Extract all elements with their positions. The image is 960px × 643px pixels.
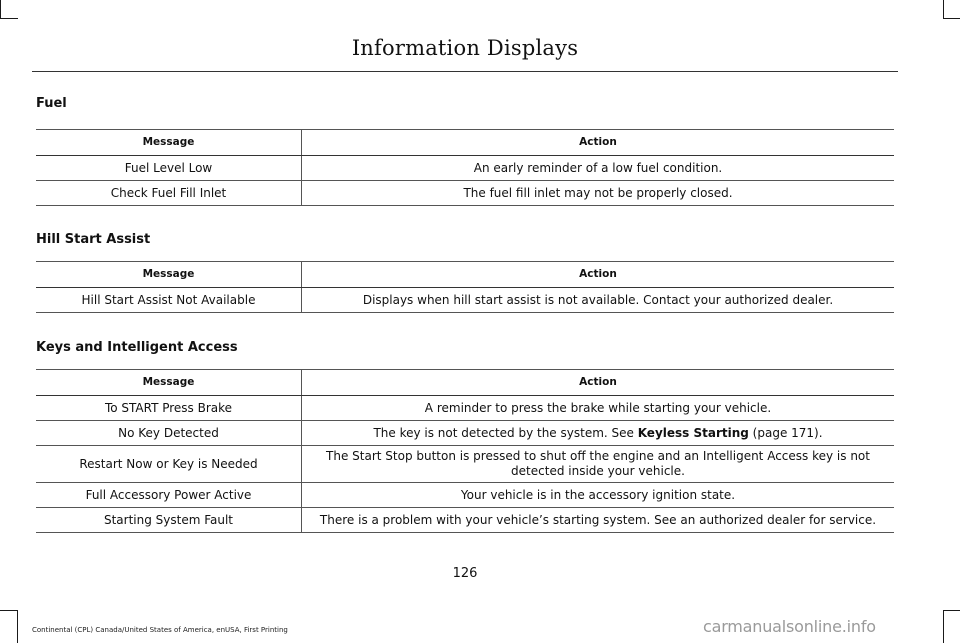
hill-start-assist-table [36, 261, 894, 313]
column-header-message: Message [36, 370, 302, 396]
edition-note: Continental (CPL) Canada/United States of America, enUSA, First Printing [32, 626, 288, 634]
table-row [36, 396, 894, 421]
message-cell: Starting System Fault [36, 508, 302, 533]
crop-mark [0, 610, 18, 611]
table-header-row [36, 262, 894, 288]
action-cell: The Start Stop button is pressed to shut off the engine and an Intelligent Access key is not detected inside your vehicle. [302, 446, 895, 483]
table-header-row [36, 130, 894, 156]
action-cell: Displays when hill start assist is not available. Contact your authorized dealer. [302, 288, 895, 313]
table-header-row [36, 370, 894, 396]
action-cell: The fuel fill inlet may not be properly closed. [302, 181, 895, 206]
table-row [36, 181, 894, 206]
crop-mark [17, 610, 18, 643]
watermark: carmanualsonline.info [703, 617, 876, 636]
column-header-action: Action [302, 130, 895, 156]
keys-intelligent-access-table [36, 369, 894, 533]
table-row [36, 288, 894, 313]
crop-mark [943, 610, 944, 643]
title-divider [32, 71, 898, 72]
action-cell: An early reminder of a low fuel condition. [302, 156, 895, 181]
table-row [36, 483, 894, 508]
column-header-action: Action [302, 262, 895, 288]
section-heading-fuel: Fuel [36, 96, 67, 111]
table-row [36, 446, 894, 483]
page-number: 126 [452, 566, 478, 581]
table-row [36, 421, 894, 446]
table-row [36, 156, 894, 181]
column-header-message: Message [36, 130, 302, 156]
action-cell: There is a problem with your vehicle’s starting system. See an authorized dealer for service. [302, 508, 895, 533]
action-cell [302, 421, 895, 446]
action-cell: Your vehicle is in the accessory ignition state. [302, 483, 895, 508]
message-cell: Full Accessory Power Active [36, 483, 302, 508]
message-cell: To START Press Brake [36, 396, 302, 421]
section-heading-hill-start-assist: Hill Start Assist [36, 232, 151, 247]
crop-mark [943, 610, 960, 611]
action-text: The key is not detected by the system. See [373, 425, 638, 440]
column-header-action: Action [302, 370, 895, 396]
crop-mark [0, 18, 18, 19]
page-title: Information Displays [351, 36, 579, 60]
crop-mark [0, 0, 1, 18]
section-heading-keys-intelligent-access: Keys and Intelligent Access [36, 340, 238, 355]
message-cell: Hill Start Assist Not Available [36, 288, 302, 313]
table-row [36, 508, 894, 533]
keyless-starting-reference: Keyless Starting [637, 425, 749, 440]
message-cell: No Key Detected [36, 421, 302, 446]
message-cell: Restart Now or Key is Needed [36, 446, 302, 483]
action-cell: A reminder to press the brake while starting your vehicle. [302, 396, 895, 421]
column-header-message: Message [36, 262, 302, 288]
fuel-table [36, 129, 894, 206]
message-cell: Fuel Level Low [36, 156, 302, 181]
message-cell: Check Fuel Fill Inlet [36, 181, 302, 206]
page-reference: (page 171). [748, 425, 823, 440]
crop-mark [943, 18, 960, 19]
crop-mark [943, 0, 944, 18]
